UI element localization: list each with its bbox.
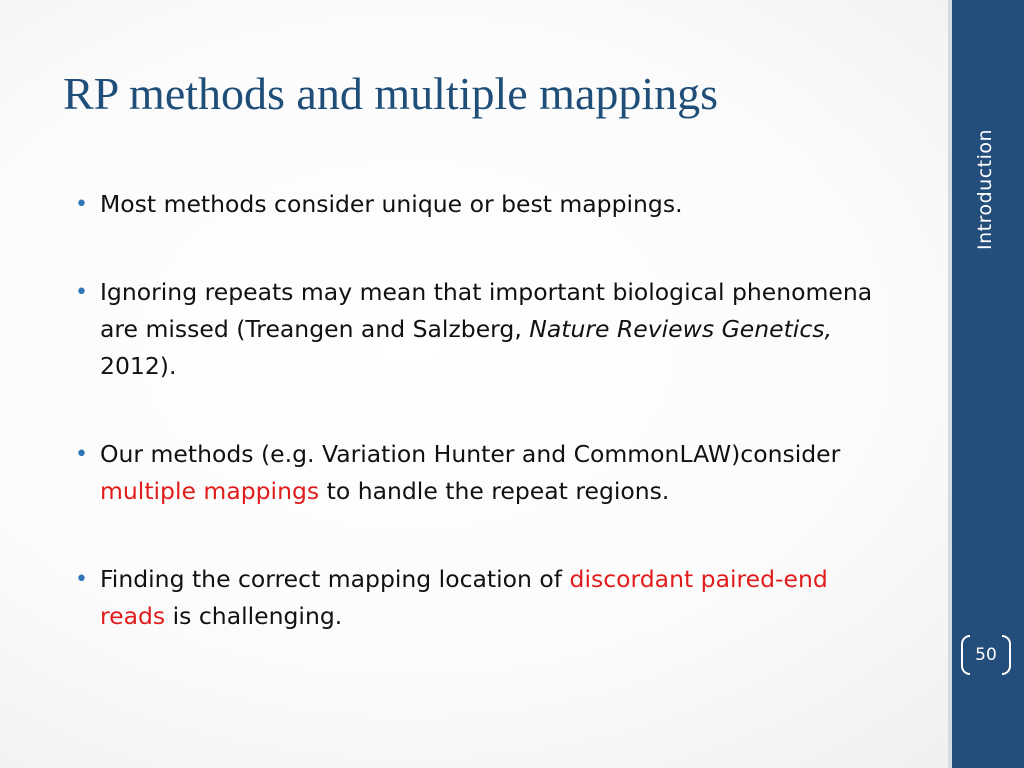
journal-name: Nature Reviews Genetics, bbox=[529, 315, 832, 343]
bullet-text: Finding the correct mapping location of bbox=[100, 565, 570, 593]
left-brace-icon bbox=[961, 635, 970, 675]
right-brace-icon bbox=[1002, 635, 1011, 675]
bullet-text: to handle the repeat regions. bbox=[319, 477, 670, 505]
bullet-item bbox=[72, 561, 892, 635]
bullet-text: 2012). bbox=[100, 352, 177, 380]
page-number-box bbox=[961, 635, 1011, 675]
bullet-dot-icon: • bbox=[75, 567, 88, 592]
page-number: 50 bbox=[975, 645, 997, 665]
bullet-text: Most methods consider unique or best mappings. bbox=[100, 190, 683, 218]
bullet-dot-icon: • bbox=[75, 192, 88, 217]
bullet-dot-icon: • bbox=[75, 442, 88, 467]
slide-title: RP methods and multiple mappings bbox=[63, 68, 719, 119]
bullet-text: Our methods (e.g. Variation Hunter and CommonLAW)consider bbox=[100, 440, 841, 468]
bullet-item bbox=[72, 186, 892, 223]
bullet-text: Ignoring repeats may mean that important biological phenomena are missed (Treangen and Salzberg, bbox=[100, 278, 873, 343]
highlighted-text: multiple mappings bbox=[100, 477, 320, 505]
section-label: Introduction bbox=[974, 128, 996, 250]
bullet-item bbox=[72, 274, 892, 385]
highlighted-text: discordant paired-end reads bbox=[100, 565, 828, 630]
bullet-dot-icon: • bbox=[75, 280, 88, 305]
bullet-item bbox=[72, 436, 892, 510]
side-panel-edge bbox=[948, 0, 952, 768]
side-panel bbox=[948, 0, 1024, 768]
bullet-list bbox=[72, 186, 892, 686]
bullet-text: is challenging. bbox=[165, 602, 343, 630]
